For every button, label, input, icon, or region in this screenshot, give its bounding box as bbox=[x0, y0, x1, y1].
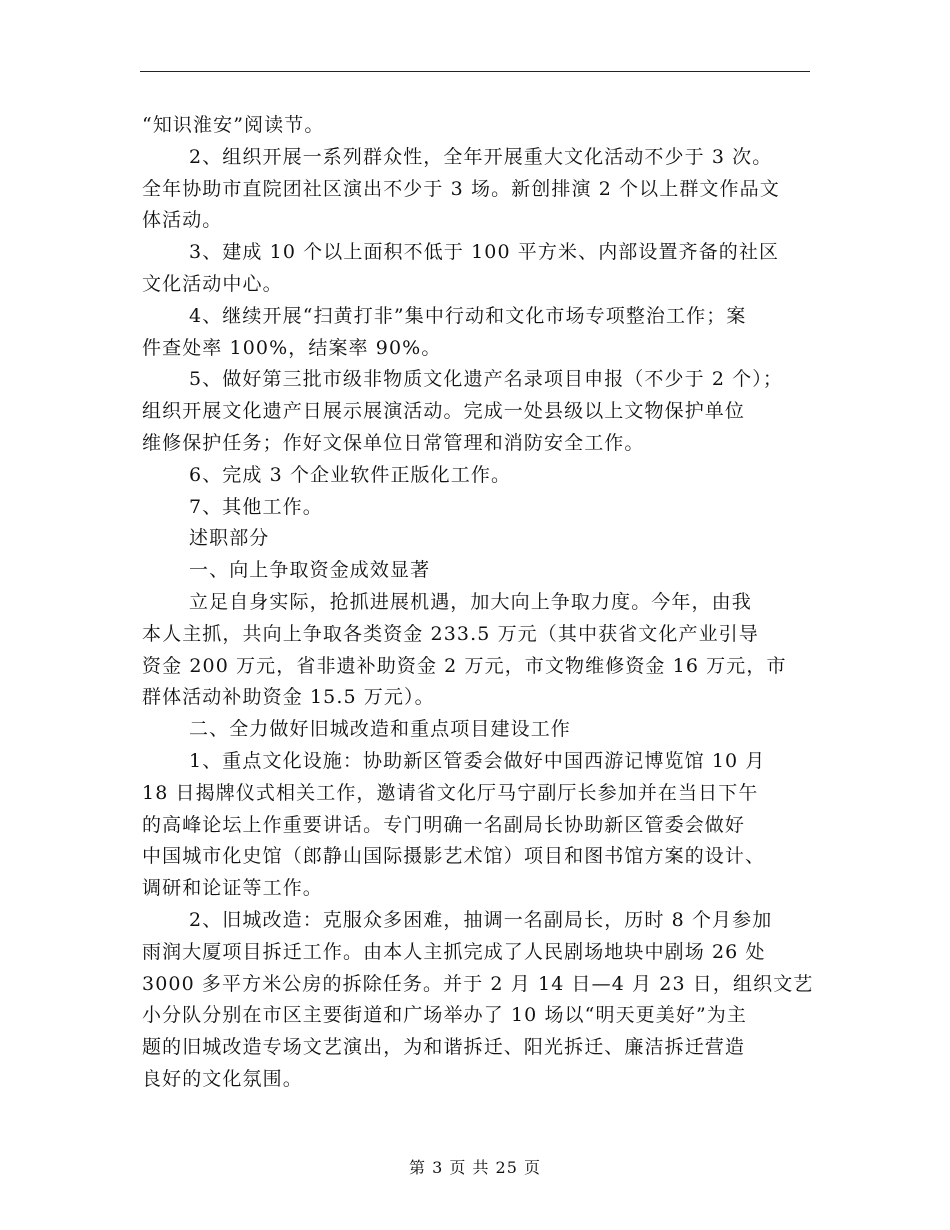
text-line: 件查处率 100%，结案率 90%。 bbox=[142, 336, 442, 359]
text-line: 18 日揭牌仪式相关工作，邀请省文化厅马宁副厅长参加并在当日下午 bbox=[142, 781, 759, 804]
text-line: 立足自身实际，抢抓进展机遇，加大向上争取力度。今年，由我 bbox=[189, 590, 752, 613]
paragraph bbox=[142, 492, 810, 524]
text-line: “知识淮安”阅读节。 bbox=[142, 114, 325, 136]
text-line: 文化活动中心。 bbox=[142, 272, 283, 295]
text-line: 二、全力做好旧城改造和重点项目建设工作 bbox=[189, 718, 571, 741]
text-line: 7、其他工作。 bbox=[189, 495, 323, 518]
paragraph bbox=[142, 523, 810, 555]
text-line: 群体活动补助资金 15.5 万元）。 bbox=[142, 686, 435, 709]
text-line: 3、建成 10 个以上面积不低于 100 平方米、内部设置齐备的社区 bbox=[189, 241, 780, 264]
text-line: 中国城市化史馆（郎静山国际摄影艺术馆）项目和图书馆方案的设计、 bbox=[142, 845, 766, 868]
text-line: 组织开展文化遗产日展示展演活动。完成一处县级以上文物保护单位 bbox=[142, 400, 746, 423]
paragraph bbox=[142, 142, 810, 237]
text-line: 6、完成 3 个企业软件正版化工作。 bbox=[189, 463, 512, 486]
text-line: 一、向上争取资金成效显著 bbox=[189, 559, 431, 582]
text-line: 述职部分 bbox=[189, 527, 270, 550]
text-line: 2、旧城改造：克服众多困难，抽调一名副局长，历时 8 个月参加 bbox=[189, 908, 773, 931]
text-line: 调研和论证等工作。 bbox=[142, 877, 323, 900]
text-line: 良好的文化氛围。 bbox=[142, 1067, 303, 1090]
page-number-footer: 第 3 页 共 25 页 bbox=[409, 1158, 541, 1177]
paragraph bbox=[142, 714, 810, 746]
text-line: 4、继续开展“扫黄打非”集中行动和文化市场专项整治工作；案 bbox=[189, 304, 747, 327]
text-line: 题的旧城改造专场文艺演出，为和谐拆迁、阳光拆迁、廉洁拆迁营造 bbox=[142, 1036, 746, 1059]
paragraph bbox=[142, 460, 810, 492]
paragraph bbox=[142, 905, 814, 1096]
text-line: 维修保护任务；作好文保单位日常管理和消防安全工作。 bbox=[142, 431, 645, 454]
paragraph bbox=[142, 364, 810, 459]
paragraph bbox=[142, 237, 810, 301]
text-line: 本人主抓，共向上争取各类资金 233.5 万元（其中获省文化产业引导 bbox=[142, 622, 759, 645]
paragraph bbox=[142, 555, 810, 587]
header-rule bbox=[140, 71, 810, 72]
text-line: 小分队分别在市区主要街道和广场举办了 10 场以“明天更美好”为主 bbox=[142, 1004, 747, 1027]
text-line: 全年协助市直院团社区演出不少于 3 场。新创排演 2 个以上群文作品文 bbox=[142, 177, 780, 200]
paragraph bbox=[142, 746, 810, 905]
text-line: 体活动。 bbox=[142, 209, 223, 232]
paragraph bbox=[142, 587, 810, 714]
text-line: 雨润大厦项目拆迁工作。由本人主抓完成了人民剧场地块中剧场 26 处 bbox=[142, 940, 766, 963]
text-line: 3000 多平方米公房的拆除任务。并于 2 月 14 日—4 月 23 日，组织文艺 bbox=[142, 972, 814, 995]
text-line: 5、做好第三批市级非物质文化遗产名录项目申报（不少于 2 个）； bbox=[189, 368, 783, 391]
text-line: 2、组织开展一系列群众性，全年开展重大文化活动不少于 3 次。 bbox=[189, 145, 773, 168]
paragraph bbox=[142, 110, 810, 142]
text-line: 1、重点文化设施：协助新区管委会做好中国西游记博览馆 10 月 bbox=[189, 749, 766, 772]
document-body bbox=[142, 110, 814, 1096]
text-line: 资金 200 万元，省非遗补助资金 2 万元，市文物维修资金 16 万元，市 bbox=[142, 654, 787, 677]
paragraph bbox=[142, 301, 810, 365]
text-line: 的高峰论坛上作重要讲话。专门明确一名副局长协助新区管委会做好 bbox=[142, 813, 746, 836]
